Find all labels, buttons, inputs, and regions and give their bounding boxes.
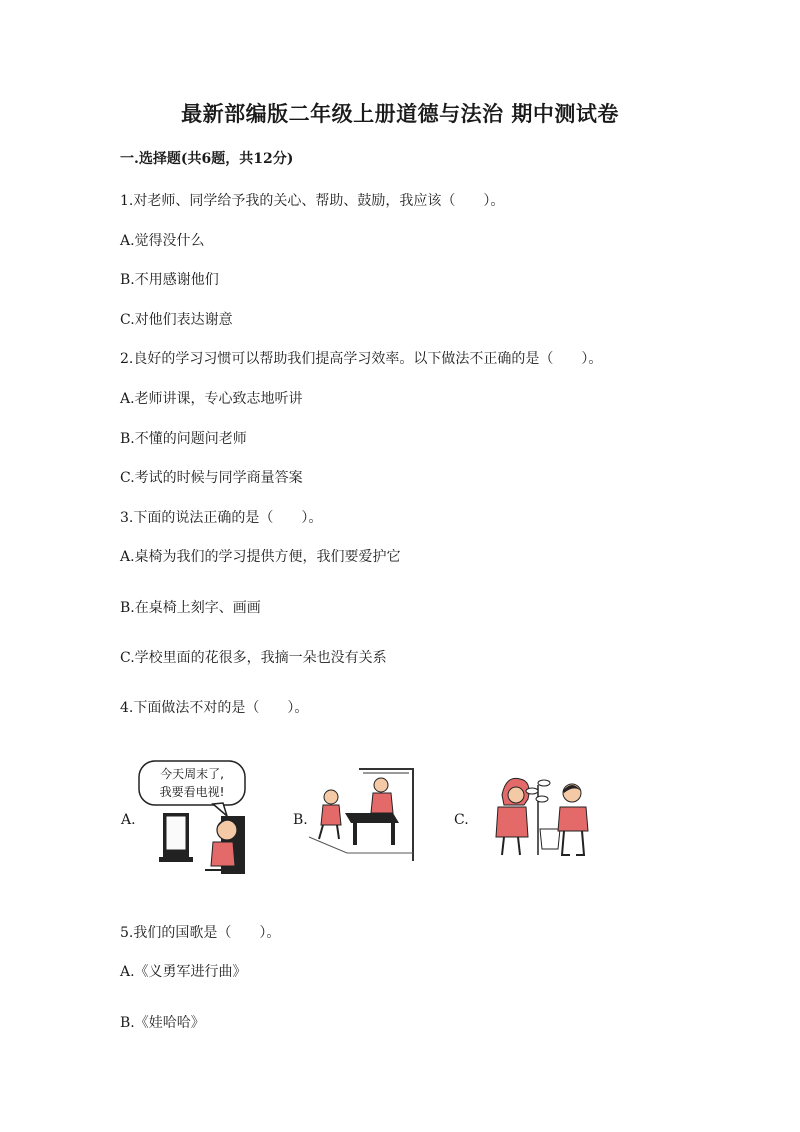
question-3-option-a: A.桌椅为我们的学习提供方便，我们要爱护它 xyxy=(120,549,401,565)
question-1-option-a: A.觉得没什么 xyxy=(120,233,205,249)
question-2-stem: 2.良好的学习习惯可以帮助我们提高学习效率。以下做法不正确的是（ ）。 xyxy=(120,351,603,367)
question-4-option-c-label: C. xyxy=(454,812,469,828)
question-5-option-b: B.《娃哈哈》 xyxy=(120,1015,205,1031)
question-4-option-b-picture xyxy=(307,765,417,865)
question-3-option-b: B.在桌椅上刻字、画画 xyxy=(120,600,261,616)
speech-line-2: 我要看电视! xyxy=(159,785,225,799)
question-4-option-a-label: A. xyxy=(121,812,136,828)
question-3-option-c: C.学校里面的花很多，我摘一朵也没有关系 xyxy=(120,650,387,666)
question-1-option-c: C.对他们表达谢意 xyxy=(120,312,233,328)
question-4-stem: 4.下面做法不对的是（ ）。 xyxy=(120,700,309,716)
question-2-option-a: A.老师讲课，专心致志地听讲 xyxy=(120,391,303,407)
question-5-stem: 5.我们的国歌是（ ）。 xyxy=(120,925,281,941)
question-4-option-c-picture xyxy=(488,765,598,865)
speech-line-1: 今天周末了, xyxy=(160,767,224,781)
question-3-stem: 3.下面的说法正确的是（ ）。 xyxy=(120,510,323,526)
question-5-option-a: A.《义勇军进行曲》 xyxy=(120,964,247,980)
section-title: 一.选择题(共6题，共12分) xyxy=(120,151,294,167)
question-1-option-b: B.不用感谢他们 xyxy=(120,272,219,288)
question-1-stem: 1.对老师、同学给予我的关心、帮助、鼓励，我应该（ ）。 xyxy=(120,193,505,209)
question-4-option-a-picture xyxy=(135,758,250,878)
question-2-option-c: C.考试的时候与同学商量答案 xyxy=(120,470,303,486)
page-title: 最新部编版二年级上册道德与法治 期中测试卷 xyxy=(181,101,619,126)
question-2-option-b: B.不懂的问题问老师 xyxy=(120,431,247,447)
question-4-option-b-label: B. xyxy=(293,812,308,828)
